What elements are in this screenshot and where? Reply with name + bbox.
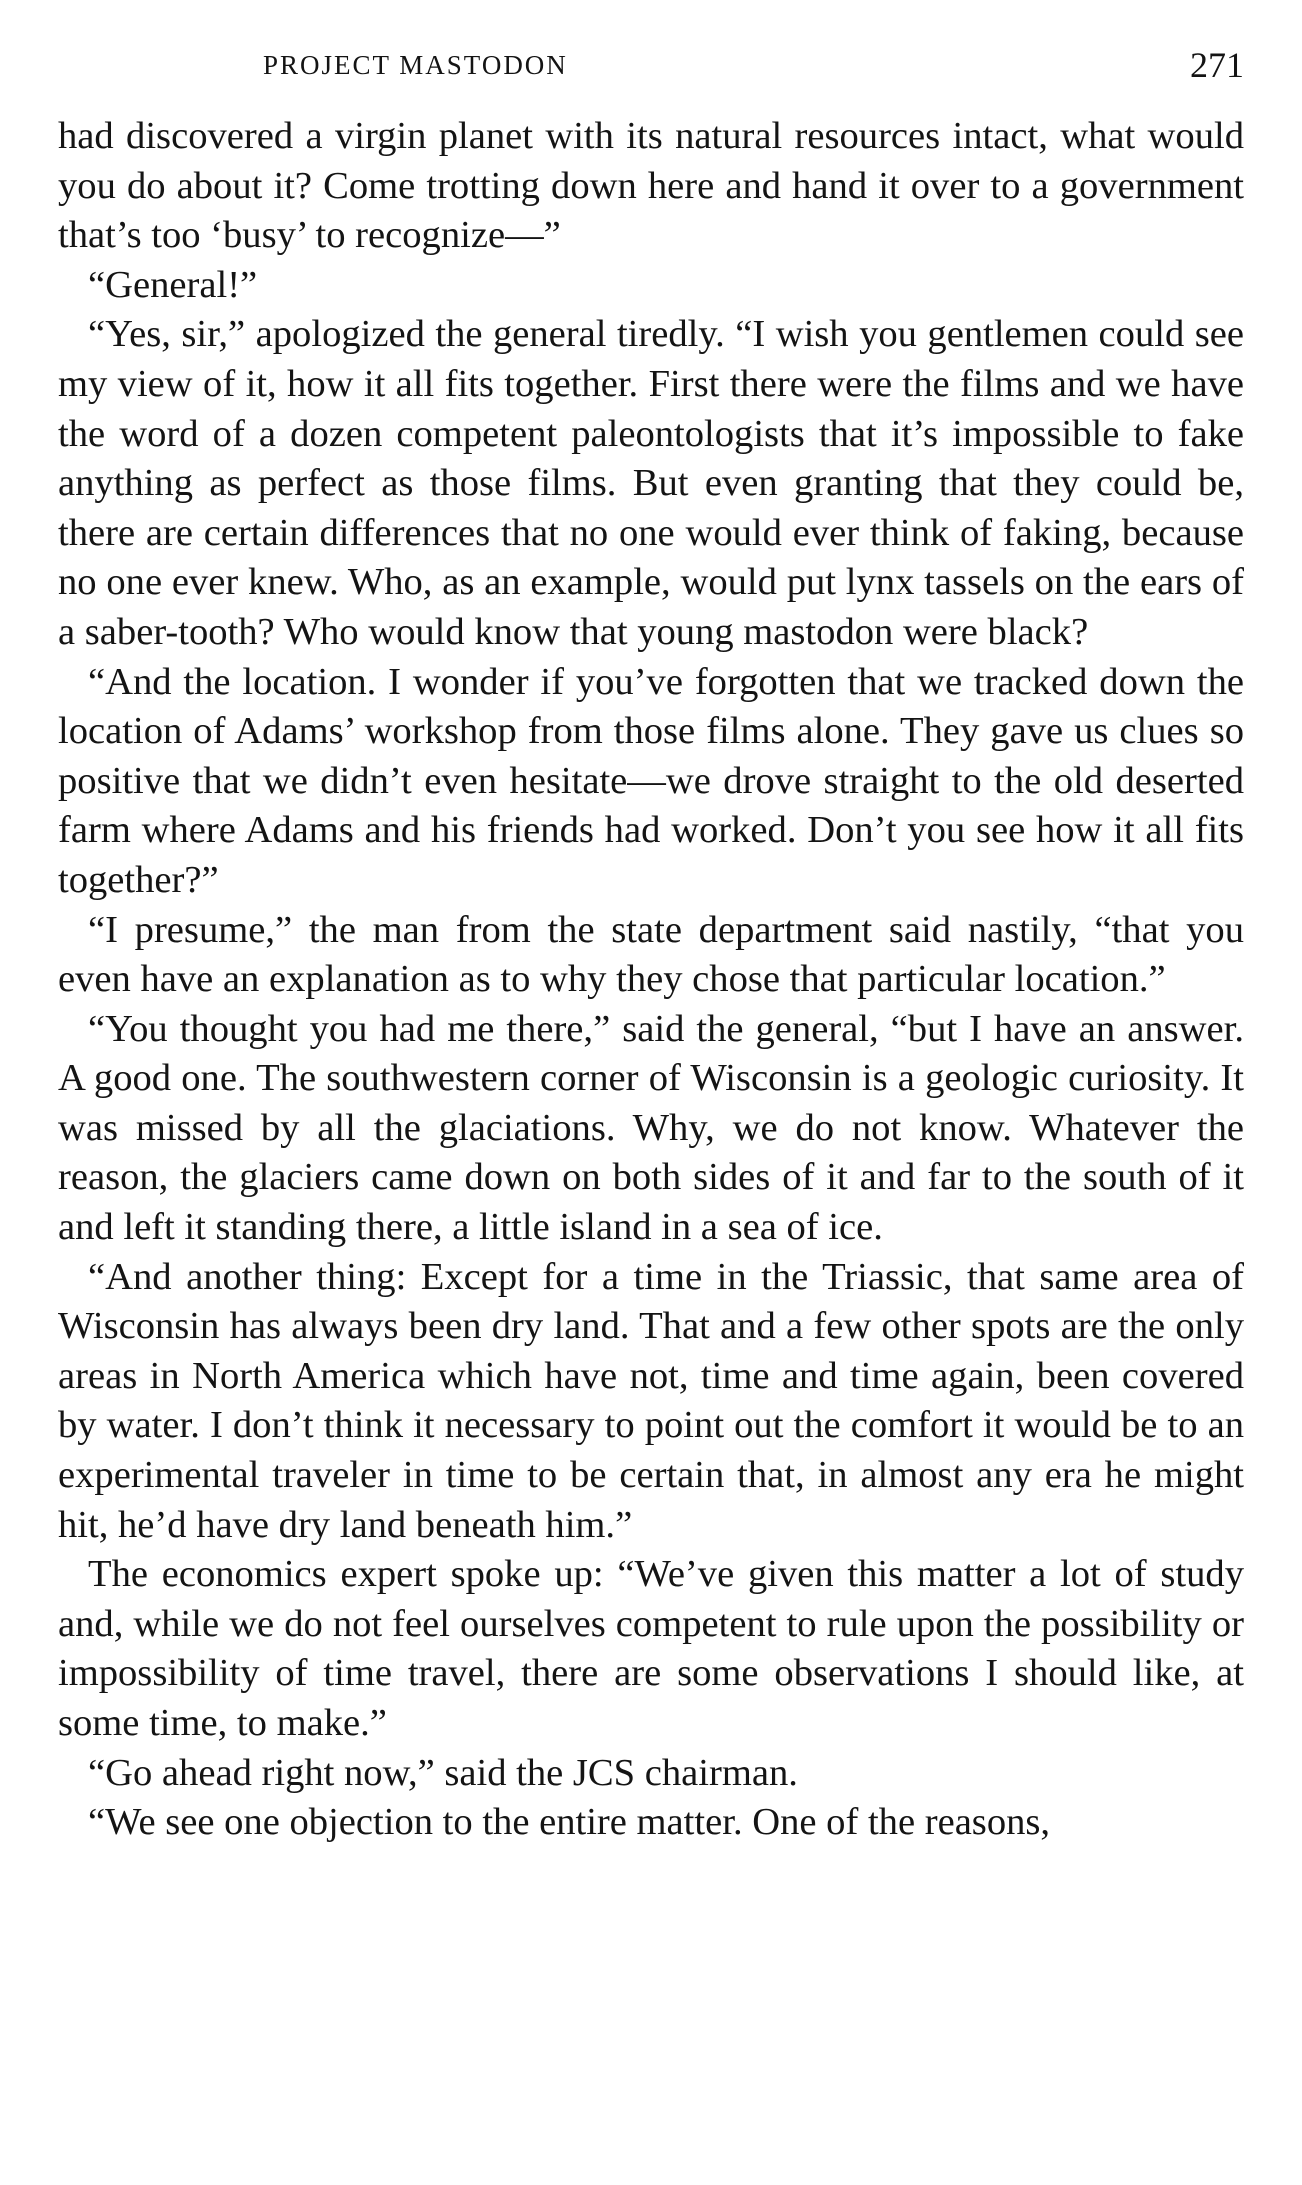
paragraph: The economics expert spoke up: “We’ve given this matter a lot of study and, while we do not feel ourselves competent to rule upon the possibility or impossibility of time travel, there are some observations I should like, at some time, to make.” — [58, 1553, 1244, 1744]
running-head-title: PROJECT MASTODON — [263, 50, 568, 80]
page-number: 271 — [1190, 45, 1244, 85]
paragraph: “Go ahead right now,” said the JCS chairman. — [88, 1751, 798, 1794]
paragraph: “We see one objection to the entire matter. One of the reasons, — [88, 1801, 1051, 1844]
paragraph: had discovered a virgin planet with its natural resources intact, what would you do about it? Come trotting down here and hand it over to a government that’s too ‘busy’ to recognize—” — [58, 115, 1244, 257]
paragraph: “Yes, sir,” apologized the general tiredly. “I wish you gentlemen could see my view of it, how it all fits together. First there were the films and we have the word of a dozen competent paleontologists that it’s impossible to fake anything as perfect as those films. But even granting that they could be, there are certain differences that no one would ever think of faking, because no one ever knew. Who, as an example, would put lynx tassels on the ears of a saber-tooth? Who would know that young mastodon were black? — [58, 313, 1244, 653]
running-head — [58, 40, 1244, 88]
paragraph: “And the location. I wonder if you’ve forgotten that we tracked down the location of Adams’ workshop from those films alone. They gave us clues so positive that we didn’t even hesitate—we drove straight to the old deserted farm where Adams and his friends had worked. Don’t you see how it all fits together?” — [58, 660, 1244, 901]
paragraph: “General!” — [88, 263, 258, 306]
paragraph: “You thought you had me there,” said the general, “but I have an answer. A good one. The southwestern corner of Wisconsin is a geologic curiosity. It was missed by all the glaciations. Why, we do not know. Whatever the reason, the glaciers came down on both sides of it and far to the south of it and left it standing there, a little island in a sea of ice. — [58, 1007, 1244, 1249]
book-page — [58, 40, 1244, 1848]
body-text — [58, 112, 1244, 1848]
paragraph: “And another thing: Except for a time in the Triassic, that same area of Wisconsin has always been dry land. That and a few other spots are the only areas in North America which have not, time and time again, been covered by water. I don’t think it necessary to point out the comfort it would be to an experimental traveler in time to be certain that, in almost any era he might hit, he’d have dry land beneath him.” — [58, 1255, 1244, 1546]
paragraph: “I presume,” the man from the state department said nastily, “that you even have an explanation as to why they chose that particular location.” — [58, 908, 1244, 1001]
